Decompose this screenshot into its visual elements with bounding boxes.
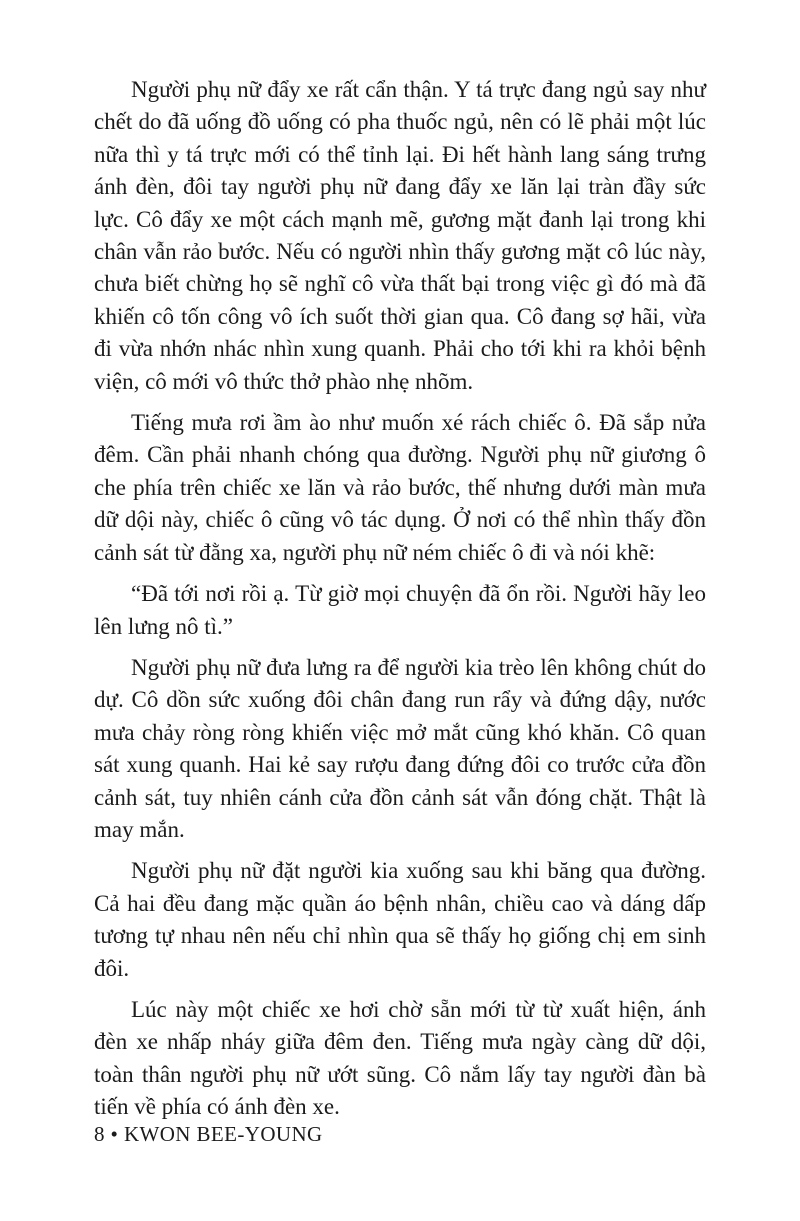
paragraph: Người phụ nữ đưa lưng ra để người kia trèo lên không chút do dự. Cô dồn sức xuống đôi chân đang run rẩy và đứng dậy, nước mưa chảy ròng ròng khiến việc mở mắt cũng khó khăn. Cô quan sát xung quanh. Hai kẻ say rượu đang đứng đôi co trước cửa đồn cảnh sát, tuy nhiên cánh cửa đồn cảnh sát vẫn đóng chặt. Thật là may mắn.: [94, 654, 706, 842]
paragraph: “Đã tới nơi rồi ạ. Từ giờ mọi chuyện đã ổn rồi. Người hãy leo lên lưng nô tì.”: [94, 581, 706, 639]
page-body: [94, 74, 706, 1133]
page-footer: 8 • KWON BEE-YOUNG: [94, 1122, 323, 1146]
paragraph: Người phụ nữ đặt người kia xuống sau khi băng qua đường. Cả hai đều đang mặc quần áo bệnh nhân, chiều cao và dáng dấp tương tự nhau nên nếu chỉ nhìn qua sẽ thấy họ giống chị em sinh đôi.: [94, 858, 706, 981]
paragraph: Lúc này một chiếc xe hơi chờ sẵn mới từ từ xuất hiện, ánh đèn xe nhấp nháy giữa đêm đen. Tiếng mưa ngày càng dữ dội, toàn thân người phụ nữ ướt sũng. Cô nắm lấy tay người đàn bà tiến về phía có ánh đèn xe.: [94, 996, 706, 1120]
paragraph: Người phụ nữ đẩy xe rất cẩn thận. Y tá trực đang ngủ say như chết do đã uống đồ uống có pha thuốc ngủ, nên có lẽ phải một lúc nữa thì y tá trực mới có thể tỉnh lại. Đi hết hành lang sáng trưng ánh đèn, đôi tay người phụ nữ đang đẩy xe lăn lại tràn đầy sức lực. Cô đẩy xe một cách mạnh mẽ, gương mặt đanh lại trong khi chân vẫn rảo bước. Nếu có người nhìn thấy gương mặt cô lúc này, chưa biết chừng họ sẽ nghĩ cô vừa thất bại trong việc gì đó mà đã khiến cô tốn công vô ích suốt thời gian qua. Cô đang sợ hãi, vừa đi vừa nhớn nhác nhìn xung quanh. Phải cho tới khi ra khỏi bệnh viện, cô mới vô thức thở phào nhẹ nhõm.: [94, 77, 706, 394]
paragraph: Tiếng mưa rơi ầm ào như muốn xé rách chiếc ô. Đã sắp nửa đêm. Cần phải nhanh chóng qua đường. Người phụ nữ giương ô che phía trên chiếc xe lăn và rảo bước, thế nhưng dưới màn mưa dữ dội này, chiếc ô cũng vô tác dụng. Ở nơi có thể nhìn thấy đồn cảnh sát từ đằng xa, người phụ nữ ném chiếc ô đi và nói khẽ:: [94, 410, 706, 565]
